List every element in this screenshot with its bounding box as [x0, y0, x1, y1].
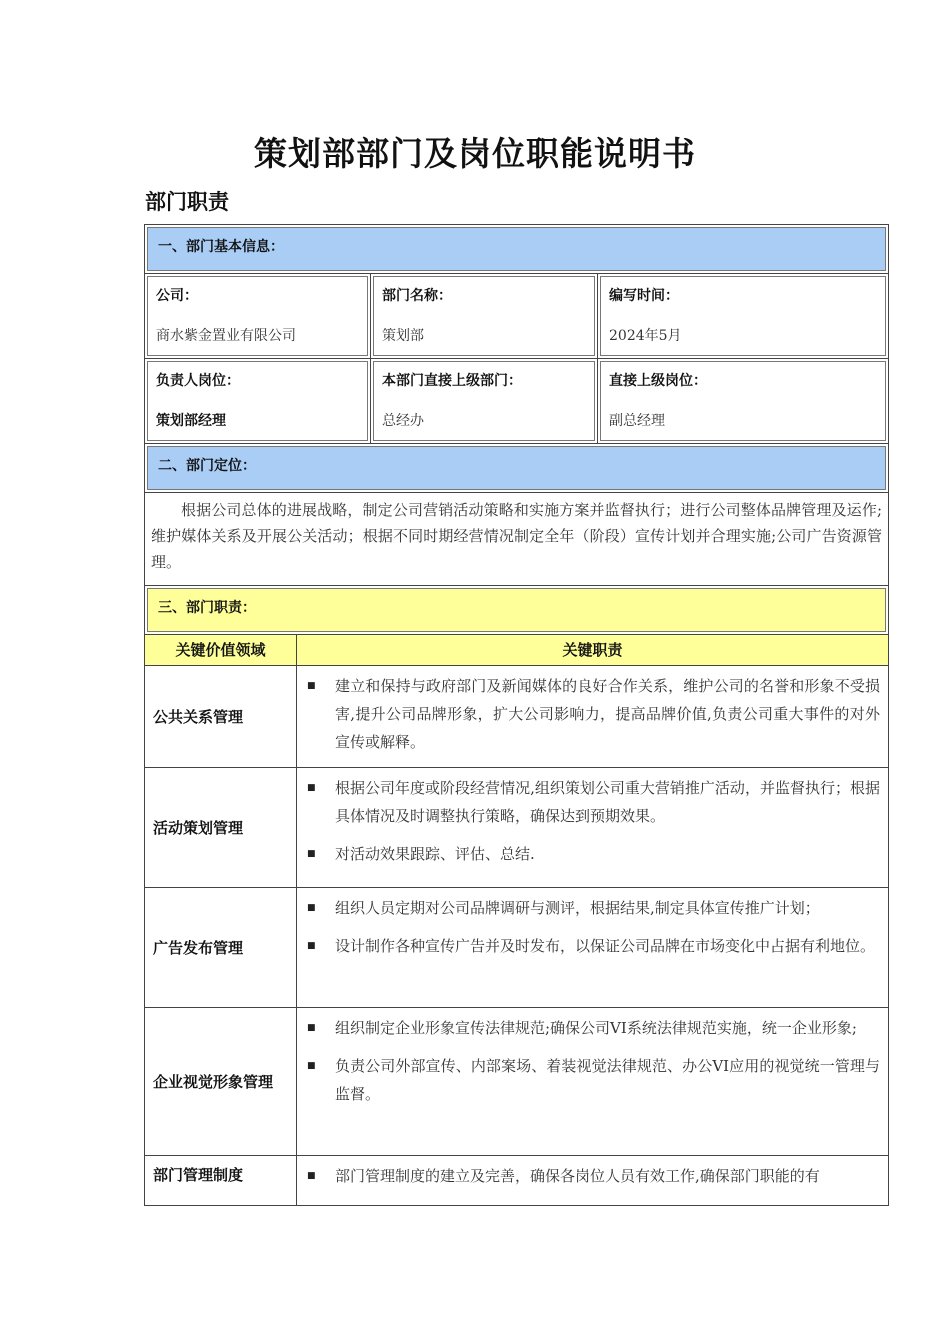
company-cell	[147, 276, 368, 356]
dept-name-cell	[373, 276, 595, 356]
list-item	[307, 1052, 880, 1108]
list-item	[307, 894, 880, 922]
square-bullet-icon: ■	[307, 681, 316, 691]
duty-text: 部门管理制度的建立及完善，确保各岗位人员有效工作,确保部门职能的有	[335, 1167, 820, 1185]
column-header-duty: 关键职责	[297, 635, 889, 666]
table-row	[145, 768, 889, 888]
head-position-label: 负责人岗位：	[156, 373, 240, 389]
dept-name-value: 策划部	[382, 328, 424, 344]
duties-table-body	[145, 666, 889, 1206]
square-bullet-icon: ■	[307, 1171, 316, 1181]
value-area-cell: 广告发布管理	[145, 888, 297, 1008]
superior-dept-label: 本部门直接上级部门：	[382, 373, 522, 389]
table-row	[145, 888, 889, 1008]
superior-dept-value: 总经办	[382, 413, 424, 429]
company-value: 商水紫金置业有限公司	[156, 328, 296, 344]
duties-cell	[297, 1156, 889, 1206]
duty-text: 根据公司年度或阶段经营情况,组织策划公司重大营销推广活动，并监督执行；根据具体情况及时调整执行策略，确保达到预期效果。	[335, 779, 880, 825]
responsibility-document	[144, 224, 888, 1206]
superior-position-value: 副总经理	[609, 413, 665, 429]
duties-cell	[297, 1008, 889, 1156]
value-area-cell: 公共关系管理	[145, 666, 297, 768]
list-item	[307, 774, 880, 830]
table-row	[145, 1156, 889, 1206]
info-table	[144, 224, 889, 635]
duty-text: 对活动效果跟踪、评估、总结.	[335, 845, 535, 863]
square-bullet-icon: ■	[307, 783, 316, 793]
section-duties-heading: 三、部门职责：	[147, 588, 886, 632]
list-item	[307, 932, 880, 960]
square-bullet-icon: ■	[307, 941, 316, 951]
head-position-value: 策划部经理	[156, 413, 226, 429]
list-item	[307, 840, 880, 868]
date-value: 2024年5月	[609, 328, 682, 344]
duty-text: 组织人员定期对公司品牌调研与测评，根据结果,制定具体宣传推广计划；	[335, 899, 820, 917]
duty-text: 组织制定企业形象宣传法律规范;确保公司VI系统法律规范实施，统一企业形象;	[335, 1019, 857, 1037]
date-cell	[600, 276, 886, 356]
value-area-cell: 部门管理制度	[145, 1156, 297, 1206]
duties-cell	[297, 768, 889, 888]
head-position-cell	[147, 361, 368, 441]
table-row	[145, 666, 889, 768]
superior-dept-cell	[373, 361, 595, 441]
company-label: 公司：	[156, 288, 198, 304]
list-item	[307, 1014, 880, 1042]
table-row	[145, 1008, 889, 1156]
value-area-cell: 活动策划管理	[145, 768, 297, 888]
duties-cell	[297, 666, 889, 768]
square-bullet-icon: ■	[307, 1023, 316, 1033]
square-bullet-icon: ■	[307, 1061, 316, 1071]
date-label: 编写时间：	[609, 288, 679, 304]
duty-text: 负责公司外部宣传、内部案场、着装视觉法律规范、办公VI应用的视觉统一管理与监督。	[335, 1057, 880, 1103]
square-bullet-icon: ■	[307, 849, 316, 859]
duties-table	[144, 634, 889, 1206]
document-title: 策划部部门及岗位职能说明书	[254, 134, 696, 173]
duty-text: 建立和保持与政府部门及新闻媒体的良好合作关系，维护公司的名誉和形象不受损害,提升公司品牌形象，扩大公司影响力，提高品牌价值,负责公司重大事件的对外宣传或解释。	[335, 677, 880, 751]
dept-name-label: 部门名称：	[382, 288, 452, 304]
section-basic-info-heading: 一、部门基本信息：	[147, 227, 886, 271]
duty-text: 设计制作各种宣传广告并及时发布，以保证公司品牌在市场变化中占据有利地位。	[335, 937, 876, 955]
column-header-area: 关键价值领域	[145, 635, 297, 666]
list-item	[307, 672, 880, 756]
square-bullet-icon: ■	[307, 903, 316, 913]
superior-position-cell	[600, 361, 886, 441]
list-item	[307, 1162, 880, 1190]
positioning-text: 根据公司总体的进展战略，制定公司营销活动策略和实施方案并监督执行；进行公司整体品牌管理及运作;维护媒体关系及开展公关活动；根据不同时期经营情况制定全年（阶段）宣传计划并合理实施;公司广告资源管理。	[151, 501, 882, 571]
value-area-cell: 企业视觉形象管理	[145, 1008, 297, 1156]
section-positioning-heading: 二、部门定位：	[147, 446, 886, 490]
duties-cell	[297, 888, 889, 1008]
section-subtitle: 部门职责	[145, 189, 229, 214]
superior-position-label: 直接上级岗位：	[609, 373, 707, 389]
